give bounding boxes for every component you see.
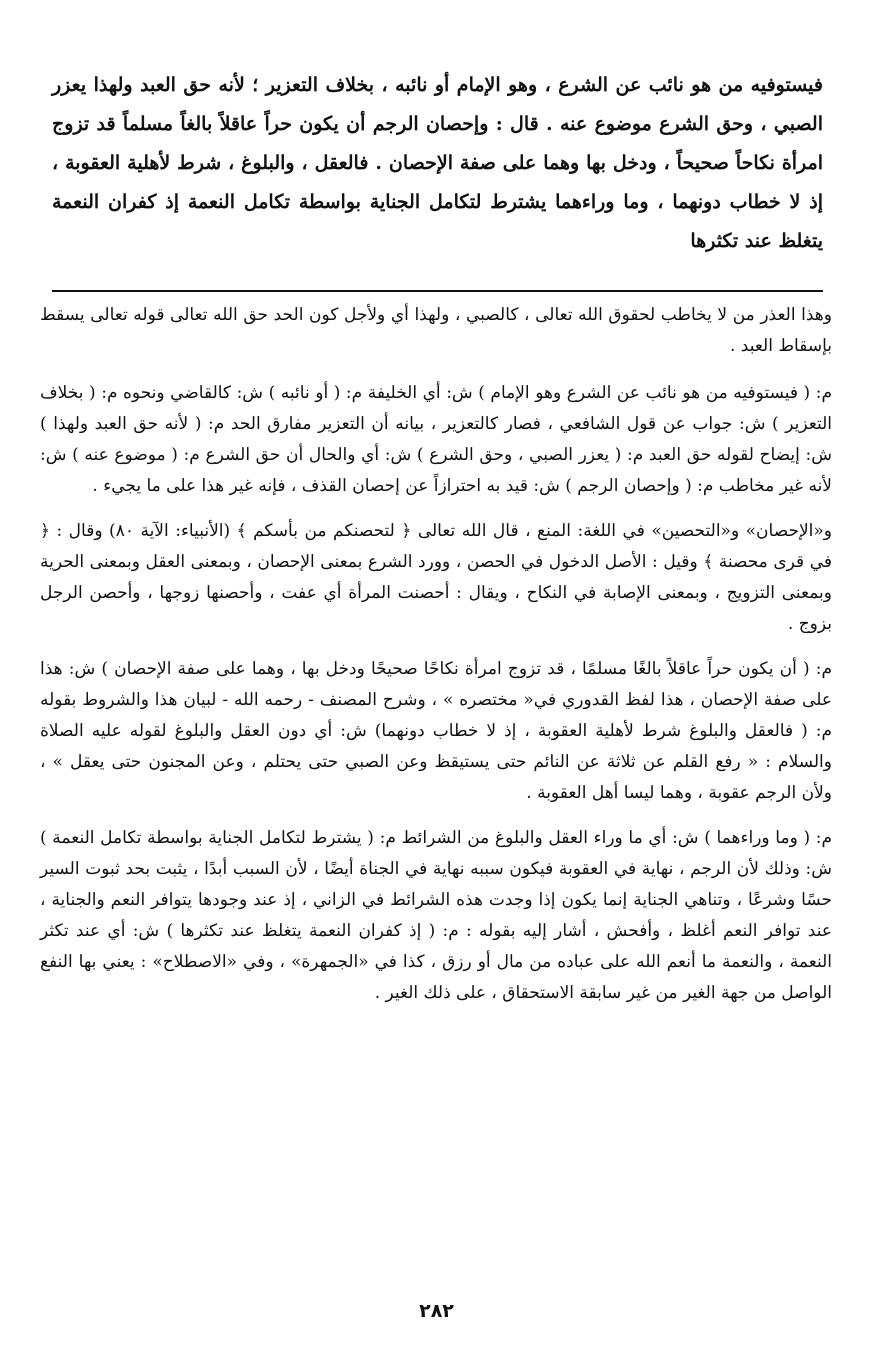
commentary-paragraph: م: ( فيستوفيه من هو نائب عن الشرع وهو الإمام ) ش: أي الخليفة م: ( أو نائبه ) ش: كالقاضي ونحوه م: ( بخلاف التعزير ) ش: جواب عن قول الشافعي ، فصار كالتعزير ، بيانه أن التعزير مفارق الحد م: ( لأنه حق العبد ولهذا ) ش: إيضاح لقوله حق العبد م: ( يعزر الصبي ، وحق الشرع ) ش: أي والحال أن حق الشرع م: ( موضوع عنه ) ش: لأنه غير مخاطب م: ( وإحصان الرجم ) ش: قيد به احترازاً عن إحصان القذف ، فإنه غير هذا على ما يجيء .: [40, 383, 832, 496]
commentary-paragraph: م: ( وما وراءهما ) ش: أي ما وراء العقل والبلوغ من الشرائط م: ( يشترط لتكامل الجناية بواسطة تكامل النعمة ) ش: وذلك لأن الرجم ، نهاية في العقوبة فيكون سببه نهاية في الجناة أيضًا ، لأن السبب أبدًا ، يثبت بحد ثبوت السير حسًا وشرعًا ، وتناهي الجناية إنما يكون إذا وجدت هذه الشرائط في الزاني ، إذ عند وجودها يتوافر النعم والجناية ، عند توافر النعم أغلظ ، وأفحش ، أشار إليه بقوله : م: ( إذ كفران النعمة يتغلظ عند تكثرها ) ش: أي عند تكثر النعمة ، والنعمة ما أنعم الله على عباده من مال أو رزق ، كذا في «الجمهرة» ، وفي «الاصطلاح» : يعني بها النفع الواصل من جهة الغير من غير سابقة الاستحقاق ، على ذلك الغير .: [40, 828, 832, 1003]
footnote-separator: [52, 290, 823, 292]
page-number: ٢٨٢: [419, 1300, 454, 1322]
commentary-paragraph: وهذا العذر من لا يخاطب لحقوق الله تعالى ، كالصبي ، ولهذا أي ولأجل كون الحد حق الله تعالى قوله تعالى يسقط بإسقاط العبد .: [40, 305, 832, 356]
commentary-paragraph: و«الإحصان» و«التحصين» في اللغة: المنع ، قال الله تعالى ﴿ لتحصنكم من بأسكم ﴾ (الأنبياء: الآية ٨٠) وقال : ﴿ في قرى محصنة ﴾ وقيل : الأصل الدخول في الحصن ، وورد الشرع بمعنى الإحصان ، وبمعنى العقل وبمعنى الحرية وبمعنى التزويج ، وبمعنى الإصابة في النكاح ، ويقال : أحصنت المرأة أي عفت ، وأحصنها زوجها ، وأحصن الرجل بزوج .: [40, 521, 832, 634]
main-text-block: [52, 66, 823, 261]
commentary-paragraph: م: ( أن يكون حراً عاقلاً بالغًا مسلمًا ، قد تزوج امرأة نكاحًا صحيحًا ودخل بها ، وهما على صفة الإحصان ) ش: هذا على صفة الإحصان ، هذا لفظ القدوري في« مختصره » ، وشرح المصنف - رحمه الله - لبيان هذا والشروط بقوله م: ( فالعقل والبلوغ شرط لأهلية العقوبة ، إذ لا خطاب دونهما) ش: أي دون العقل والبلوغ لقوله عليه الصلاة والسلام : « رفع القلم عن ثلاثة عن النائم حتى يستيقظ وعن الصبي حتى يحتلم ، وعن المجنون حتى يعقل » ، ولأن الرجم عقوبة ، وهما ليسا أهل العقوبة .: [40, 659, 832, 803]
commentary-block: [40, 300, 832, 1023]
main-text: فيستوفيه من هو نائب عن الشرع ، وهو الإمام أو نائبه ، بخلاف التعزير ؛ لأنه حق العبد ولهذا يعزر الصبي ، وحق الشرع موضوع عنه . قال : وإحصان الرجم أن يكون حراً عاقلاً بالغاً مسلماً قد تزوج امرأة نكاحاً صحيحاً ، ودخل بها وهما على صفة الإحصان . فالعقل ، والبلوغ ، شرط لأهلية العقوبة ، إذ لا خطاب دونهما ، وما وراءهما يشترط لتكامل الجناية بواسطة تكامل النعمة إذ كفران النعمة يتغلظ عند تكثرها: [52, 74, 823, 252]
